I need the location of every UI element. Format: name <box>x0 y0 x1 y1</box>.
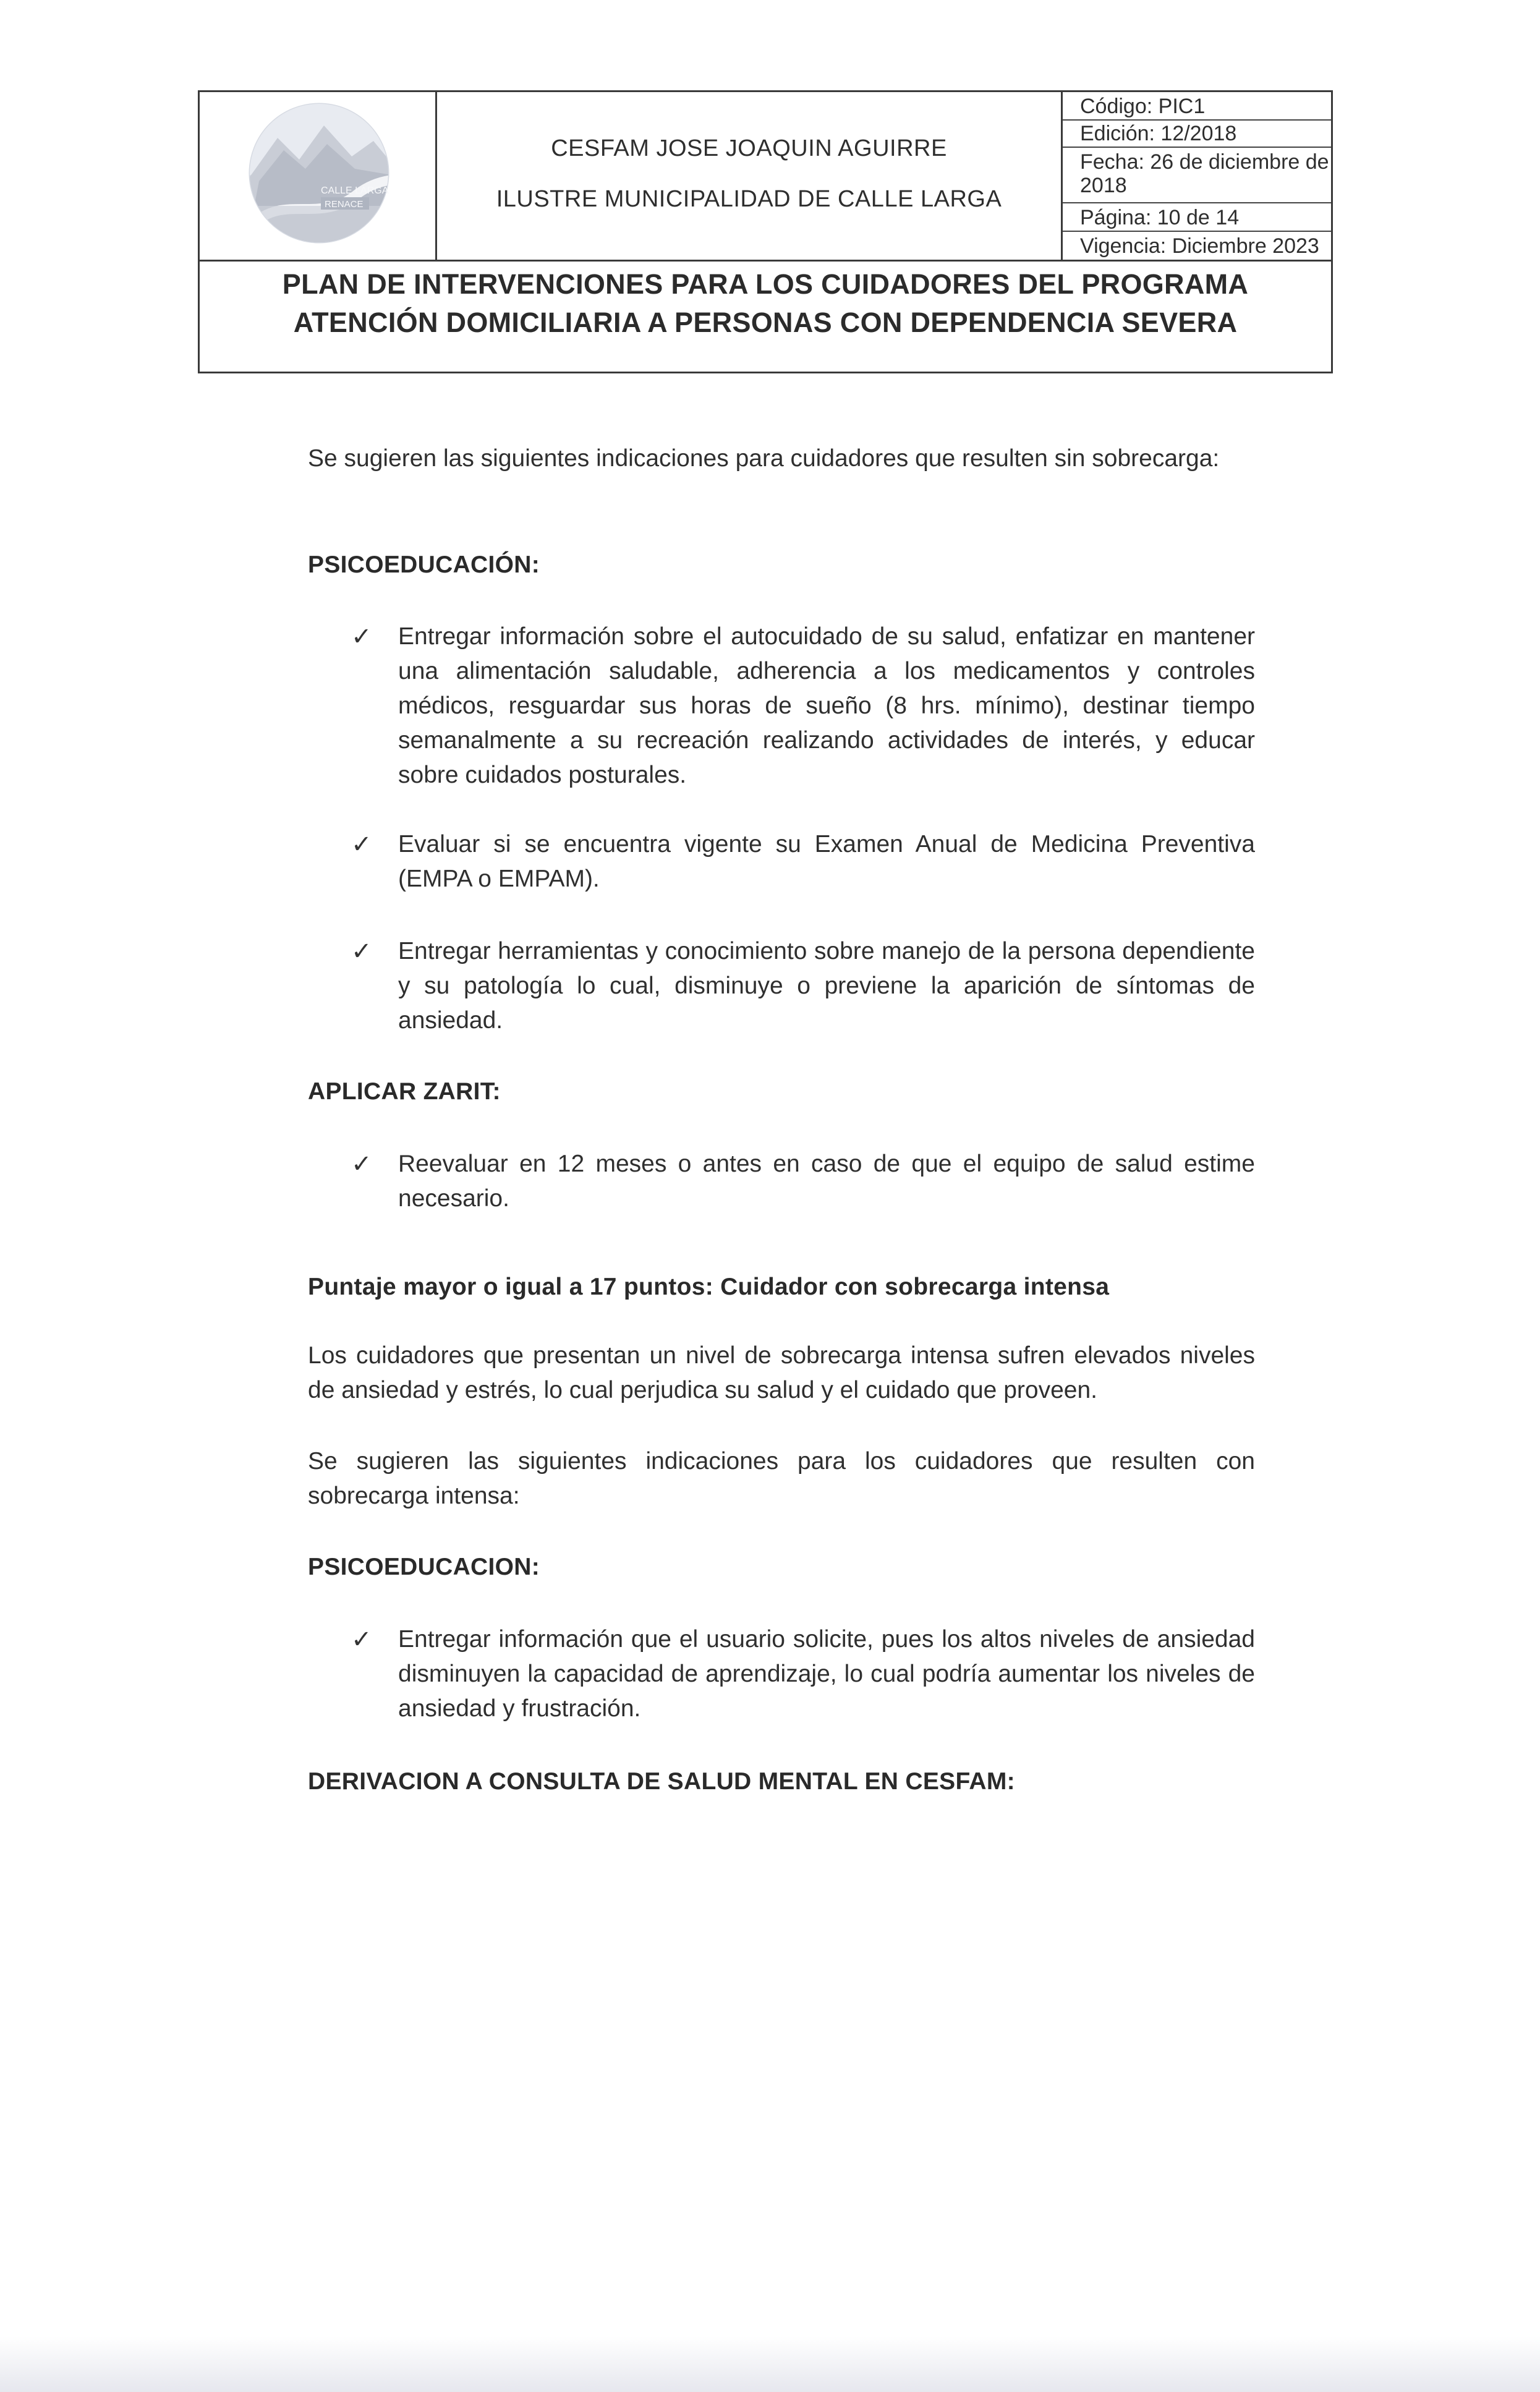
meta-vigencia: Vigencia: Diciembre 2023 <box>1080 234 1319 258</box>
meta-pagina: Página: 10 de 14 <box>1063 203 1331 232</box>
header-divider <box>200 260 1331 262</box>
logo-cell <box>200 92 437 260</box>
heading-psicoeducacion-2: PSICOEDUCACION: <box>308 1554 540 1580</box>
calle-larga-logo <box>247 101 391 245</box>
document-meta <box>1063 92 1331 260</box>
plan-title-line-1: PLAN DE INTERVENCIONES PARA LOS CUIDADORES DEL PROGRAMA <box>282 268 1249 300</box>
checkmark-icon: ✓ <box>351 623 372 650</box>
cesfam-name: CESFAM JOSE JOAQUIN AGUIRRE <box>551 135 947 161</box>
bullet-text: Entregar información que el usuario solicite, pues los altos niveles de ansiedad disminuyen la capacidad de aprendizaje, lo cual podría aumentar los niveles de ansiedad y frustración. <box>398 1626 1255 1722</box>
paragraph-cuidadores: Los cuidadores que presentan un nivel de sobrecarga intensa sufren elevados niveles de ansiedad y estrés, lo cual perjudica su salud y el cuidado que proveen. <box>308 1342 1255 1403</box>
checkmark-icon: ✓ <box>351 831 372 858</box>
bullet-text: Reevaluar en 12 meses o antes en caso de que el equipo de salud estime necesario. <box>398 1151 1255 1212</box>
heading-aplicar-zarit: APLICAR ZARIT: <box>308 1078 501 1105</box>
meta-edicion: Edición: 12/2018 <box>1063 121 1331 148</box>
checkmark-icon: ✓ <box>351 938 372 965</box>
heading-psicoeducacion-1: PSICOEDUCACIÓN: <box>308 551 540 578</box>
checkmark-icon: ✓ <box>351 1151 372 1178</box>
meta-codigo: Código: PIC1 <box>1063 92 1331 121</box>
institution-cell <box>437 92 1063 260</box>
checkmark-icon: ✓ <box>351 1626 372 1653</box>
plan-title <box>200 265 1331 342</box>
intro-paragraph-1: Se sugieren las siguientes indicaciones para cuidadores que resulten sin sobrecarga: <box>308 445 1220 472</box>
document-header <box>198 90 1333 373</box>
plan-title-line-2: ATENCIÓN DOMICILIARIA A PERSONAS CON DEPENDENCIA SEVERA <box>293 307 1238 338</box>
logo-text-2: RENACE <box>325 199 364 210</box>
heading-derivacion: DERIVACION A CONSULTA DE SALUD MENTAL EN CESFAM: <box>308 1768 1015 1795</box>
bullet-text: Entregar información sobre el autocuidado de su salud, enfatizar en mantener una alimentación saludable, adherencia a los medicamentos y controles médicos, resguardar sus horas de sueño (8 hrs. mínimo), destinar tiempo semanalmente a su recreación realizando actividades de interés, y educar sobre cuidados posturales. <box>398 623 1255 788</box>
municipality-name: ILUSTRE MUNICIPALIDAD DE CALLE LARGA <box>496 186 1002 212</box>
logo-text-1: CALLE LARGA <box>321 185 389 196</box>
bullet-text: Entregar herramientas y conocimiento sobre manejo de la persona dependiente y su patología lo cual, disminuye o previene la aparición de síntomas de ansiedad. <box>398 938 1255 1034</box>
intro-paragraph-2: Se sugieren las siguientes indicaciones para los cuidadores que resulten con sobrecarga intensa: <box>308 1448 1255 1509</box>
bullet-text: Evaluar si se encuentra vigente su Examen Anual de Medicina Preventiva (EMPA o EMPAM). <box>398 831 1255 892</box>
heading-puntaje: Puntaje mayor o igual a 17 puntos: Cuidador con sobrecarga intensa <box>308 1274 1110 1300</box>
scan-edge-shading <box>0 2336 1540 2392</box>
meta-fecha: Fecha: 26 de diciembre de 2018 <box>1063 148 1331 203</box>
